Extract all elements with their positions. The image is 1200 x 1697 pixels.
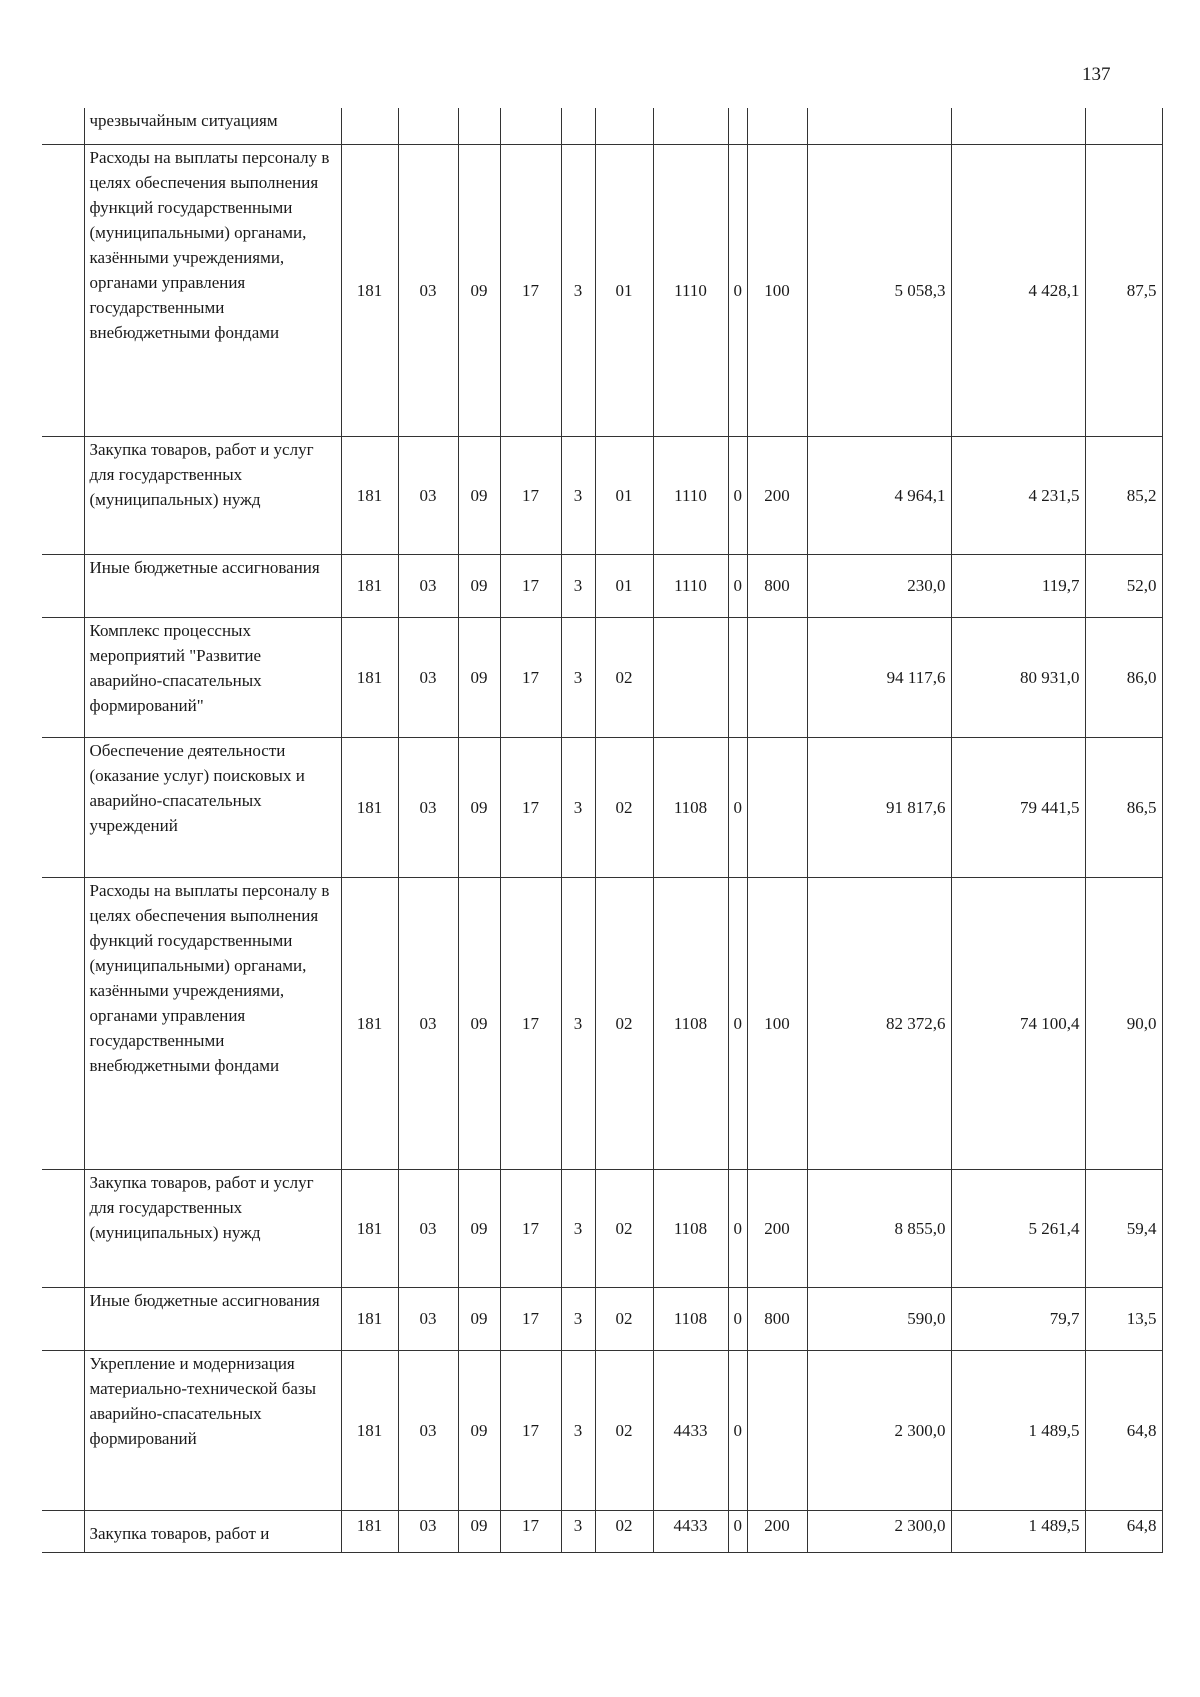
code-subsection: 09 (458, 554, 500, 617)
code-expense-type: 100 (747, 877, 807, 1169)
planned-amount (807, 108, 951, 144)
code-program: 17 (500, 877, 561, 1169)
planned-amount: 91 817,6 (807, 737, 951, 877)
execution-percent: 90,0 (1085, 877, 1162, 1169)
row-description: Иные бюджетные ассигнования (84, 554, 341, 617)
execution-percent: 85,2 (1085, 436, 1162, 554)
code-direction: 1108 (653, 1169, 728, 1287)
code-direction: 1110 (653, 554, 728, 617)
code-subprogram: 3 (561, 617, 595, 737)
code-ministry: 181 (341, 436, 398, 554)
code-subsection: 09 (458, 144, 500, 436)
code-activity: 01 (595, 436, 653, 554)
table-row (42, 877, 1162, 1169)
code-ministry: 181 (341, 144, 398, 436)
code-direction: 4433 (653, 1350, 728, 1510)
row-description: Закупка товаров, работ и (84, 1510, 341, 1552)
code-direction: 1108 (653, 737, 728, 877)
row-index-cell (42, 737, 84, 877)
row-index-cell (42, 1169, 84, 1287)
planned-amount: 2 300,0 (807, 1510, 951, 1552)
code-section: 03 (398, 737, 458, 877)
execution-percent: 59,4 (1085, 1169, 1162, 1287)
executed-amount: 1 489,5 (951, 1350, 1085, 1510)
code-subdirection (728, 617, 747, 737)
code-direction: 1110 (653, 436, 728, 554)
code-subprogram: 3 (561, 144, 595, 436)
code-subsection: 09 (458, 1350, 500, 1510)
code-section: 03 (398, 1169, 458, 1287)
code-activity: 02 (595, 737, 653, 877)
code-expense-type (747, 1350, 807, 1510)
code-subdirection: 0 (728, 1510, 747, 1552)
code-activity (595, 108, 653, 144)
code-ministry: 181 (341, 877, 398, 1169)
code-activity: 02 (595, 1350, 653, 1510)
table-row (42, 1169, 1162, 1287)
code-subdirection: 0 (728, 144, 747, 436)
code-section: 03 (398, 554, 458, 617)
code-subprogram: 3 (561, 436, 595, 554)
code-expense-type: 200 (747, 436, 807, 554)
code-direction: 1110 (653, 144, 728, 436)
code-subdirection: 0 (728, 1287, 747, 1350)
code-subprogram: 3 (561, 1287, 595, 1350)
code-subsection: 09 (458, 737, 500, 877)
row-index-cell (42, 144, 84, 436)
table-row (42, 144, 1162, 436)
code-subprogram: 3 (561, 1510, 595, 1552)
execution-percent: 87,5 (1085, 144, 1162, 436)
executed-amount: 5 261,4 (951, 1169, 1085, 1287)
code-subsection: 09 (458, 1287, 500, 1350)
row-description: Иные бюджетные ассигнования (84, 1287, 341, 1350)
code-direction: 1108 (653, 1287, 728, 1350)
code-expense-type (747, 737, 807, 877)
code-subprogram: 3 (561, 737, 595, 877)
code-ministry: 181 (341, 617, 398, 737)
code-ministry: 181 (341, 1510, 398, 1552)
code-subprogram (561, 108, 595, 144)
executed-amount: 79,7 (951, 1287, 1085, 1350)
code-expense-type (747, 617, 807, 737)
table-row (42, 1287, 1162, 1350)
code-program: 17 (500, 1169, 561, 1287)
planned-amount: 4 964,1 (807, 436, 951, 554)
code-activity: 02 (595, 617, 653, 737)
row-index-cell (42, 1510, 84, 1552)
code-subsection: 09 (458, 1169, 500, 1287)
code-program: 17 (500, 554, 561, 617)
code-ministry: 181 (341, 1350, 398, 1510)
code-expense-type: 200 (747, 1510, 807, 1552)
code-subdirection: 0 (728, 554, 747, 617)
code-subdirection: 0 (728, 1350, 747, 1510)
code-subprogram: 3 (561, 1169, 595, 1287)
table-row (42, 737, 1162, 877)
code-subprogram: 3 (561, 877, 595, 1169)
execution-percent: 13,5 (1085, 1287, 1162, 1350)
execution-percent (1085, 108, 1162, 144)
executed-amount: 1 489,5 (951, 1510, 1085, 1552)
executed-amount: 80 931,0 (951, 617, 1085, 737)
code-program: 17 (500, 436, 561, 554)
budget-table (42, 108, 1163, 1553)
code-subdirection: 0 (728, 877, 747, 1169)
code-section: 03 (398, 617, 458, 737)
table-row (42, 108, 1162, 144)
code-subdirection: 0 (728, 1169, 747, 1287)
executed-amount (951, 108, 1085, 144)
table-row (42, 617, 1162, 737)
code-subdirection: 0 (728, 737, 747, 877)
code-subsection (458, 108, 500, 144)
execution-percent: 64,8 (1085, 1510, 1162, 1552)
code-expense-type: 800 (747, 554, 807, 617)
code-subprogram: 3 (561, 1350, 595, 1510)
table-row (42, 436, 1162, 554)
page-number: 137 (1082, 64, 1111, 85)
row-index-cell (42, 617, 84, 737)
code-subsection: 09 (458, 617, 500, 737)
execution-percent: 52,0 (1085, 554, 1162, 617)
code-program: 17 (500, 1287, 561, 1350)
code-section: 03 (398, 144, 458, 436)
executed-amount: 4 231,5 (951, 436, 1085, 554)
row-description: Комплекс процессных мероприятий "Развитие аварийно-спасательных формирований" (84, 617, 341, 737)
code-program: 17 (500, 617, 561, 737)
table-row (42, 1510, 1162, 1552)
planned-amount: 94 117,6 (807, 617, 951, 737)
planned-amount: 2 300,0 (807, 1350, 951, 1510)
code-expense-type: 800 (747, 1287, 807, 1350)
code-activity: 02 (595, 1287, 653, 1350)
row-description: Расходы на выплаты персоналу в целях обеспечения выполнения функций государственными (муниципальными) органами, казёнными учреждениями, органами управления государственными внебюджетными фондами (84, 877, 341, 1169)
code-activity: 02 (595, 877, 653, 1169)
executed-amount: 79 441,5 (951, 737, 1085, 877)
code-subsection: 09 (458, 436, 500, 554)
table-row (42, 554, 1162, 617)
code-direction (653, 617, 728, 737)
code-subdirection: 0 (728, 436, 747, 554)
planned-amount: 82 372,6 (807, 877, 951, 1169)
code-subprogram: 3 (561, 554, 595, 617)
execution-percent: 64,8 (1085, 1350, 1162, 1510)
code-section: 03 (398, 877, 458, 1169)
code-section: 03 (398, 1350, 458, 1510)
executed-amount: 74 100,4 (951, 877, 1085, 1169)
code-expense-type (747, 108, 807, 144)
code-activity: 02 (595, 1510, 653, 1552)
code-ministry: 181 (341, 1287, 398, 1350)
code-section: 03 (398, 1287, 458, 1350)
row-description: Расходы на выплаты персоналу в целях обеспечения выполнения функций государственными (муниципальными) органами, казёнными учреждениями, органами управления государственными внебюджетными фондами (84, 144, 341, 436)
code-subsection: 09 (458, 877, 500, 1169)
code-ministry (341, 108, 398, 144)
table-row (42, 1350, 1162, 1510)
row-description: чрезвычайным ситуациям (84, 108, 341, 144)
code-expense-type: 100 (747, 144, 807, 436)
code-ministry: 181 (341, 737, 398, 877)
planned-amount: 590,0 (807, 1287, 951, 1350)
code-activity: 01 (595, 554, 653, 617)
execution-percent: 86,0 (1085, 617, 1162, 737)
planned-amount: 5 058,3 (807, 144, 951, 436)
code-program: 17 (500, 144, 561, 436)
code-subsection: 09 (458, 1510, 500, 1552)
row-index-cell (42, 108, 84, 144)
row-description: Укрепление и модернизация материально-технической базы аварийно-спасательных формирований (84, 1350, 341, 1510)
row-index-cell (42, 877, 84, 1169)
row-index-cell (42, 436, 84, 554)
code-direction: 4433 (653, 1510, 728, 1552)
code-direction (653, 108, 728, 144)
row-index-cell (42, 1287, 84, 1350)
code-expense-type: 200 (747, 1169, 807, 1287)
row-description: Закупка товаров, работ и услуг для государственных (муниципальных) нужд (84, 1169, 341, 1287)
code-section: 03 (398, 436, 458, 554)
planned-amount: 230,0 (807, 554, 951, 617)
code-section: 03 (398, 1510, 458, 1552)
row-description: Обеспечение деятельности (оказание услуг) поисковых и аварийно-спасательных учреждений (84, 737, 341, 877)
row-index-cell (42, 554, 84, 617)
code-subdirection (728, 108, 747, 144)
code-activity: 01 (595, 144, 653, 436)
code-ministry: 181 (341, 1169, 398, 1287)
executed-amount: 119,7 (951, 554, 1085, 617)
executed-amount: 4 428,1 (951, 144, 1085, 436)
code-direction: 1108 (653, 877, 728, 1169)
row-index-cell (42, 1350, 84, 1510)
execution-percent: 86,5 (1085, 737, 1162, 877)
row-description: Закупка товаров, работ и услуг для государственных (муниципальных) нужд (84, 436, 341, 554)
code-program (500, 108, 561, 144)
code-program: 17 (500, 1350, 561, 1510)
code-activity: 02 (595, 1169, 653, 1287)
code-program: 17 (500, 1510, 561, 1552)
code-program: 17 (500, 737, 561, 877)
code-ministry: 181 (341, 554, 398, 617)
code-section (398, 108, 458, 144)
planned-amount: 8 855,0 (807, 1169, 951, 1287)
